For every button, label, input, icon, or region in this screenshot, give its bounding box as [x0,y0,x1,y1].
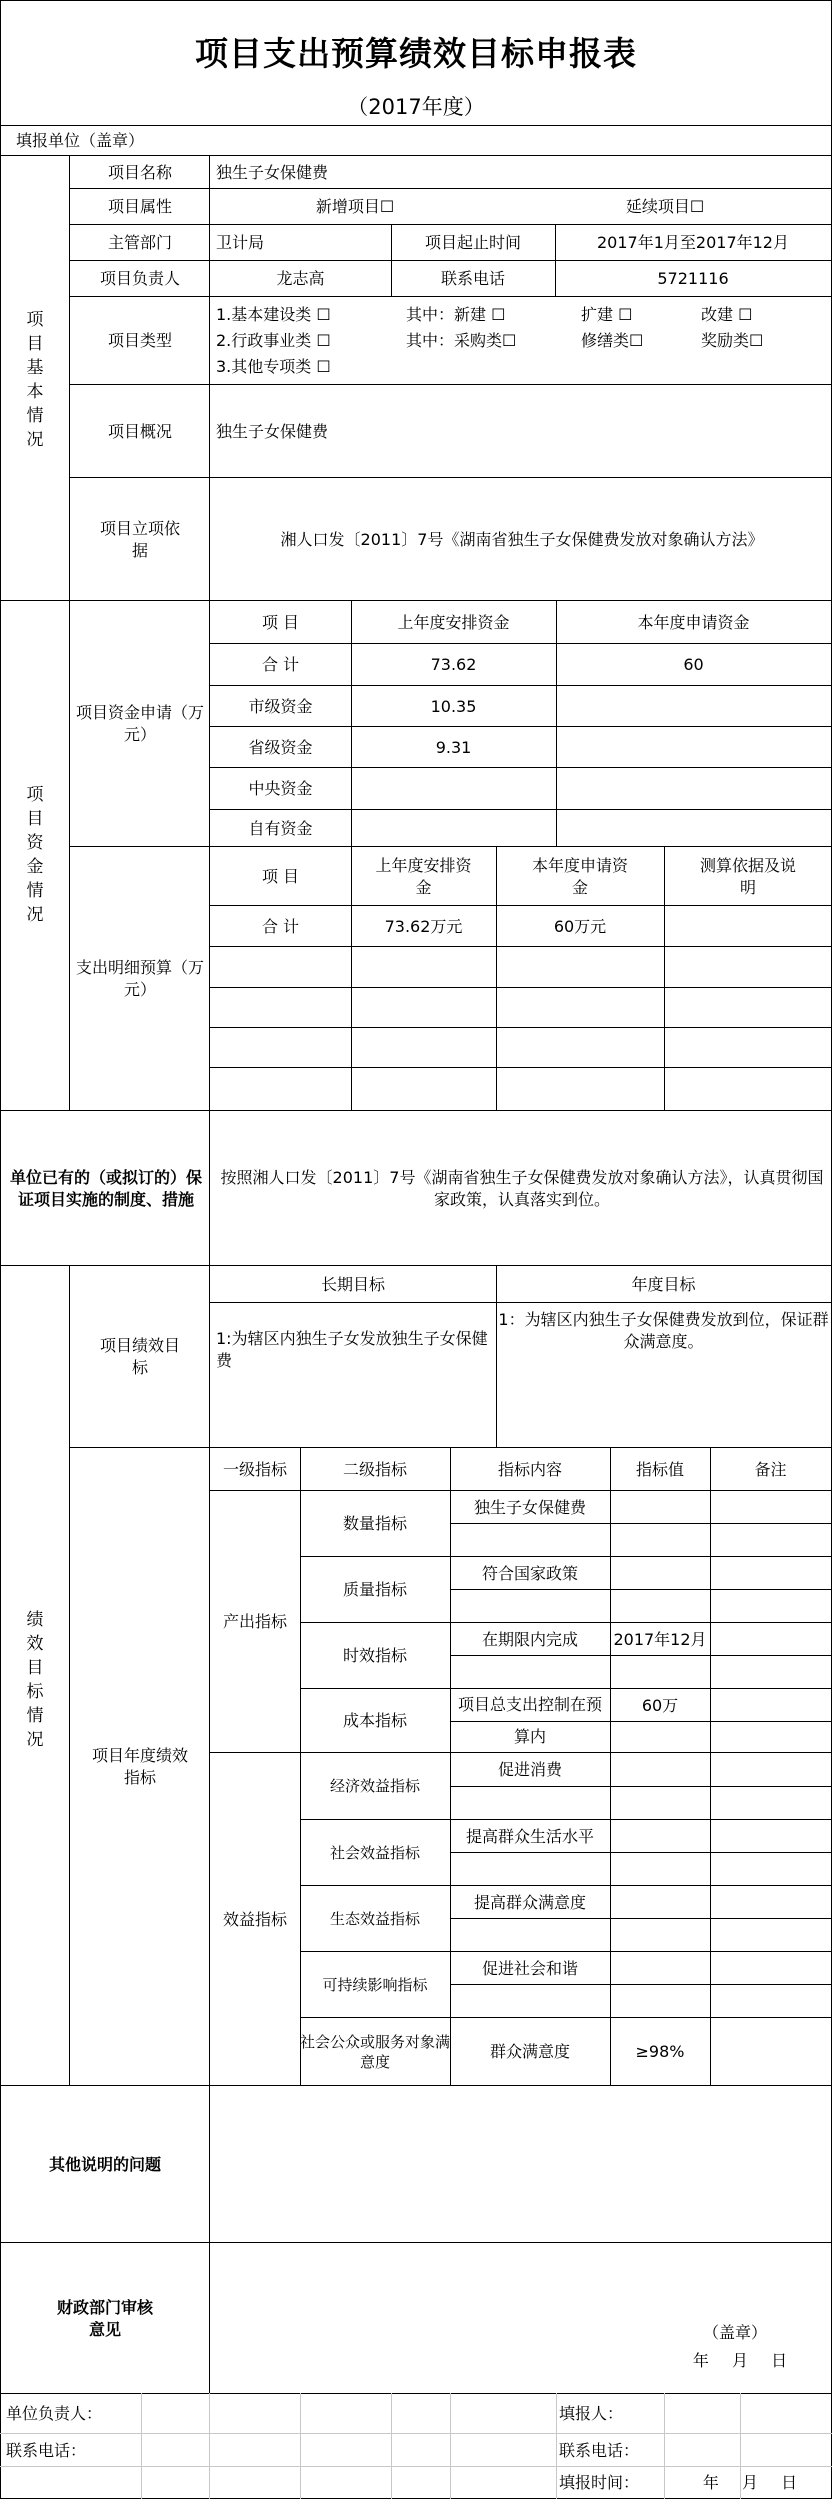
type-procurement-checkbox[interactable]: 其中：采购类☐ [406,331,517,351]
ecological-indicator: 生态效益指标 [329,1909,420,1928]
apply-row-last-year: 10.35 [430,696,477,716]
timeliness-content: 在期限内完成 [481,1629,578,1649]
annual-goal-head: 年度目标 [631,1274,696,1294]
timeliness-value: 2017年12月 [613,1629,707,1649]
attr-continue-checkbox[interactable]: 延续项目☐ [625,197,705,217]
annual-goal-value: 1：为辖区内独生子女保健费发放到位，保证群众满意度。 [498,1310,829,1351]
detail-head-item: 项 目 [261,866,300,886]
fill-time-label: 填报时间： [559,2473,640,2493]
detail-total-this-year: 60万元 [553,916,607,936]
project-attr-label: 项目属性 [107,197,172,217]
economic-content: 促进消费 [497,1760,562,1780]
satisfaction-indicator: 社会公众或服务对象满意度 [300,2032,451,2071]
apply-row-last-year: 73.62 [430,655,477,675]
detail-head-this-year: 本年度申请资金 [531,855,628,897]
unit-phone-label: 联系电话： [6,2440,87,2460]
overview-value: 独生子女保健费 [216,421,329,441]
quality-indicator: 质量指标 [342,1580,407,1600]
quality-value [610,1557,710,1590]
apply-row-label: 自有资金 [248,818,313,838]
quality-content: 符合国家政策 [481,1563,578,1583]
ind-head-level2: 二级指标 [342,1459,407,1479]
apply-row-label: 中央资金 [248,779,313,799]
economic-value [610,1753,710,1787]
fill-time-date: 年 月 日 [702,2473,798,2493]
fill-unit-label: 填报单位（盖章） [16,131,145,151]
type-admin-checkbox[interactable]: 2.行政事业类 ☐ [216,331,331,351]
other-notes-label: 其他说明的问题 [48,2154,161,2174]
apply-row-last-year [351,768,556,810]
type-rebuild-checkbox[interactable]: 改建 ☐ [701,305,753,325]
other-notes-value [210,2086,830,2243]
ind-head-note: 备注 [754,1459,787,1479]
detail-total-basis [664,906,831,947]
measures-label: 单位已有的（或拟订的）保证项目实施的制度、措施 [9,1167,202,1209]
unit-head-label: 单位负责人： [6,2404,103,2424]
type-infrastructure-checkbox[interactable]: 1.基本建设类 ☐ [216,305,331,325]
satisfaction-value: ≥98% [635,2042,685,2062]
finance-review-label: 财政部门审核意见 [56,2297,153,2339]
perf-goal-label: 项目绩效目标 [100,1336,181,1377]
phone-label: 联系电话 [440,269,505,289]
apply-row-label: 合 计 [261,655,300,675]
detail-head-basis: 测算依据及说明 [700,855,797,897]
apply-row-this-year [556,727,831,768]
section-funds: 项目资金情况 [26,785,44,925]
type-repair-checkbox[interactable]: 修缮类☐ [581,331,644,351]
long-term-goal-head: 长期目标 [320,1274,385,1294]
ind-head-content: 指标内容 [497,1459,562,1479]
timeliness-indicator: 时效指标 [342,1646,407,1666]
ind-head-level1: 一级指标 [222,1459,287,1479]
benefit-indicator-label: 效益指标 [222,1909,287,1929]
apply-head-last-year: 上年度安排资金 [397,612,510,632]
social-content: 提高群众生活水平 [465,1826,594,1846]
apply-row-this-year [556,686,831,727]
sustainability-content: 促进社会和谐 [481,1958,578,1978]
detail-total-last-year: 73.62万元 [384,916,463,936]
fund-apply-label: 项目资金申请（万元） [76,703,205,744]
owner-label: 项目负责人 [99,269,180,289]
overview-label: 项目概况 [107,421,172,441]
apply-head-item: 项 目 [261,612,300,632]
period-value: 2017年1月至2017年12月 [597,233,789,253]
filler-label: 填报人： [559,2404,624,2424]
section-basic-info: 项目基本情况 [26,310,44,450]
cost-value: 60万 [641,1695,679,1715]
phone-value: 5721116 [657,269,729,289]
period-label: 项目起止时间 [424,233,521,253]
detail-total-label: 合 计 [261,916,300,936]
social-indicator: 社会效益指标 [329,1843,420,1862]
finance-seal: （盖章） [702,2323,767,2343]
dept-value: 卫计局 [216,233,265,253]
quantity-value [610,1491,710,1524]
project-type-label: 项目类型 [107,331,172,351]
type-expand-checkbox[interactable]: 扩建 ☐ [581,305,633,325]
section-performance: 绩效目标情况 [26,1610,44,1750]
apply-row-label: 省级资金 [248,737,313,757]
long-term-goal-value: 1:为辖区内独生子女发放独生子女保健费 [216,1329,488,1370]
cost-content: 项目总支出控制在预算内 [457,1695,602,1746]
satisfaction-content: 群众满意度 [489,2042,570,2062]
annual-indicator-label: 项目年度绩效指标 [91,1746,188,1787]
apply-row-this-year: 60 [683,655,704,675]
owner-value: 龙志高 [276,269,325,289]
filler-phone-label: 联系电话： [559,2440,640,2460]
detail-head-last-year: 上年度安排资金 [375,855,472,897]
basis-label: 项目立项依据 [99,518,180,560]
apply-head-this-year: 本年度申请资金 [637,612,750,632]
report-year: （2017年度） [347,94,485,119]
measures-value: 按照湘人口发〔2011〕7号《湖南省独生子女保健费发放对象确认方法》，认真贯彻国家政策，认真落实到位。 [220,1167,824,1209]
page-title: 项目支出预算绩效目标申报表 [195,33,637,73]
type-reward-checkbox[interactable]: 奖励类☐ [701,331,764,351]
ecological-content: 提高群众满意度 [473,1892,586,1912]
apply-row-this-year [556,810,831,847]
sustainability-indicator: 可持续影响指标 [322,1975,428,1994]
sustainability-value [610,1952,710,1985]
detail-budget-label: 支出明细预算（万元） [76,958,205,999]
ecological-value [610,1886,710,1919]
type-new-build-checkbox[interactable]: 其中：新建 ☐ [406,305,506,325]
output-indicator-label: 产出指标 [222,1612,287,1632]
apply-row-label: 市级资金 [248,696,313,716]
ind-head-value: 指标值 [635,1459,684,1479]
apply-row-this-year [556,768,831,810]
apply-row-last-year: 9.31 [435,737,472,757]
economic-indicator: 经济效益指标 [329,1777,420,1796]
project-name-label: 项目名称 [107,162,172,182]
apply-row-last-year [351,810,556,847]
basis-value: 湘人口发〔2011〕7号《湖南省独生子女保健费发放对象确认方法》 [280,529,764,549]
dept-label: 主管部门 [107,233,172,253]
cost-indicator: 成本指标 [342,1711,407,1731]
quantity-indicator: 数量指标 [342,1514,407,1534]
social-value [610,1820,710,1853]
quantity-content: 独生子女保健费 [473,1497,586,1517]
finance-date: 年 月 日 [692,2351,788,2371]
type-other-checkbox[interactable]: 3.其他专项类 ☐ [216,357,331,377]
project-name-value: 独生子女保健费 [216,162,329,182]
attr-new-checkbox[interactable]: 新增项目☐ [315,197,395,217]
